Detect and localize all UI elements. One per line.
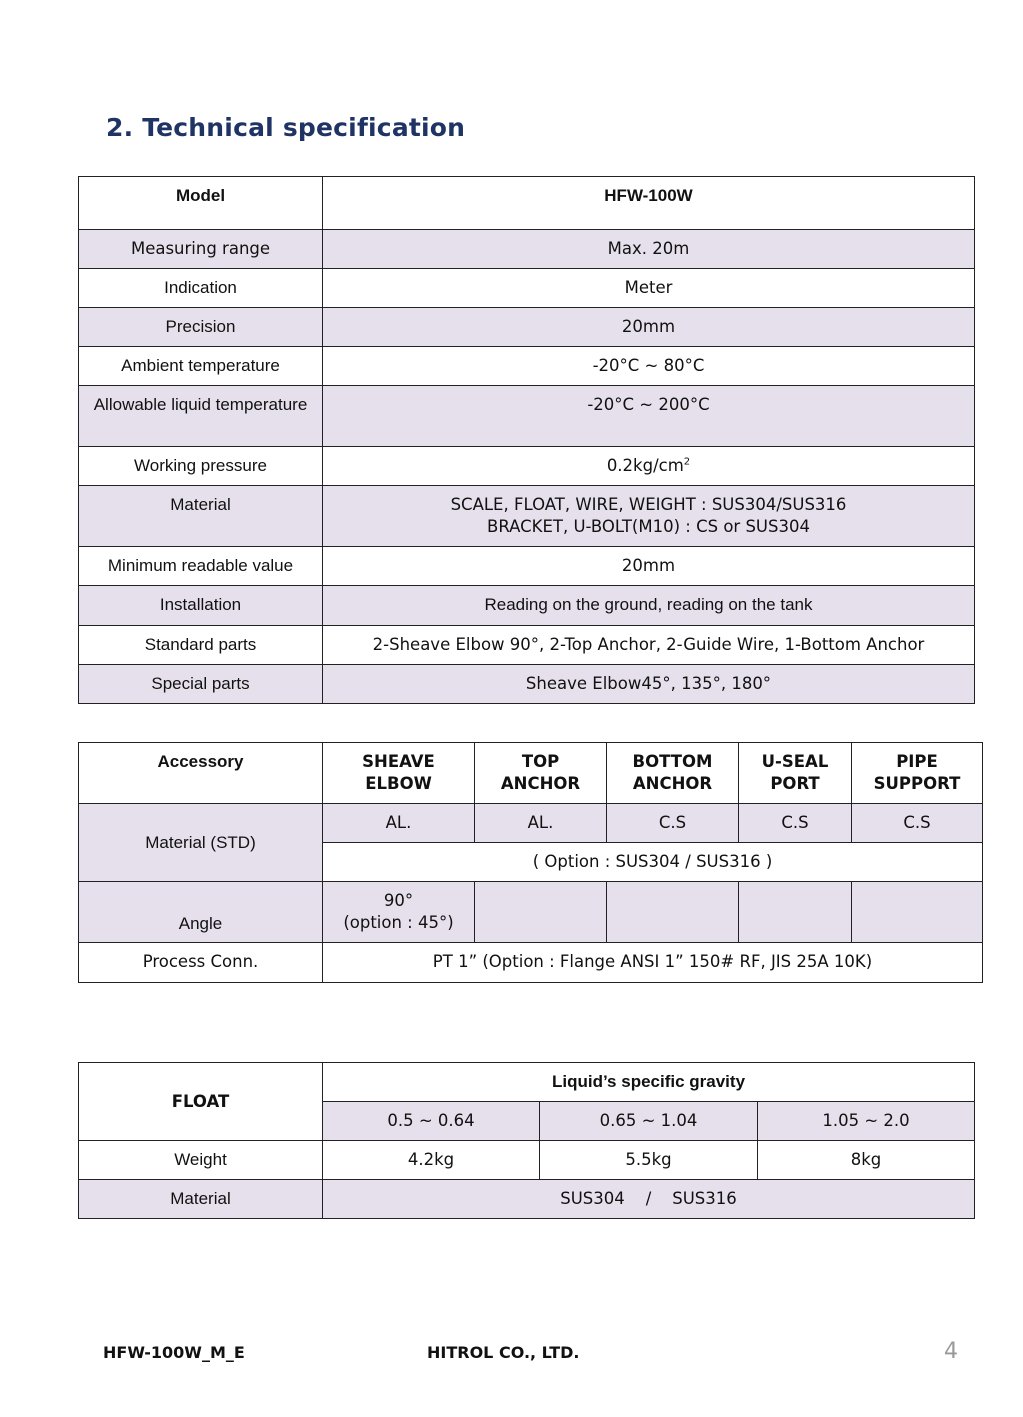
accessory-label-process-conn: Process Conn. xyxy=(79,943,323,983)
accessory-material-cell: AL. xyxy=(323,804,475,843)
spec-label-working-pressure: Working pressure xyxy=(79,447,323,486)
spec-value-installation: Reading on the ground, reading on the tank xyxy=(323,586,975,626)
float-weight-value: 4.2kg xyxy=(323,1141,540,1180)
spec-label-ambient-temperature: Ambient temperature xyxy=(79,347,323,386)
accessory-angle-sheave xyxy=(323,882,475,943)
spec-header-model: HFW-100W xyxy=(323,177,975,230)
spec-label-installation: Installation xyxy=(79,586,323,626)
spec-value-ambient-temperature: -20°C ~ 80°C xyxy=(323,347,975,386)
angle-line-1: 90° xyxy=(383,891,414,910)
spec-value-standard-parts: 2-Sheave Elbow 90°, 2-Top Anchor, 2-Guide Wire, 1-Bottom Anchor xyxy=(323,626,975,665)
accessory-label-angle: Angle xyxy=(79,882,323,943)
accessory-angle-empty xyxy=(607,882,739,943)
col-line-1: BOTTOM xyxy=(632,752,713,771)
spec-value-measuring-range: Max. 20m xyxy=(323,230,975,269)
spec-value-special-parts: Sheave Elbow45°, 135°, 180° xyxy=(323,665,975,704)
col-line-2: PORT xyxy=(770,774,820,793)
spec-header-label: Model xyxy=(79,177,323,230)
spec-label-material: Material xyxy=(79,486,323,547)
spec-label-special-parts: Special parts xyxy=(79,665,323,704)
accessory-col-u-seal-port xyxy=(739,743,852,804)
float-weight-value: 5.5kg xyxy=(540,1141,758,1180)
col-line-1: U-SEAL xyxy=(761,752,829,771)
accessory-material-cell: C.S xyxy=(739,804,852,843)
accessory-material-cell: C.S xyxy=(852,804,983,843)
angle-line-2: (option : 45°) xyxy=(343,913,454,932)
float-gravity-range: 0.65 ~ 1.04 xyxy=(540,1102,758,1141)
col-line-2: ANCHOR xyxy=(632,774,713,793)
col-line-1: TOP xyxy=(521,752,560,771)
accessory-value-process-conn: PT 1” (Option : Flange ANSI 1” 150# RF, JIS 25A 10K) xyxy=(323,943,983,983)
spec-value-indication: Meter xyxy=(323,269,975,308)
col-line-2: ELBOW xyxy=(365,774,432,793)
float-label-material: Material xyxy=(79,1180,323,1219)
accessory-angle-empty xyxy=(739,882,852,943)
accessory-col-top-anchor xyxy=(475,743,607,804)
float-gravity-header: Liquid’s specific gravity xyxy=(323,1063,975,1102)
accessory-angle-empty xyxy=(475,882,607,943)
spec-value-min-readable: 20mm xyxy=(323,547,975,586)
float-weight-value: 8kg xyxy=(758,1141,975,1180)
accessory-angle-empty xyxy=(852,882,983,943)
spec-label-measuring-range: Measuring range xyxy=(79,230,323,269)
float-gravity-range: 0.5 ~ 0.64 xyxy=(323,1102,540,1141)
float-material-value: SUS304 / SUS316 xyxy=(323,1180,975,1219)
spec-value-material xyxy=(323,486,975,547)
float-label: FLOAT xyxy=(79,1063,323,1141)
spec-label-precision: Precision xyxy=(79,308,323,347)
spec-label-indication: Indication xyxy=(79,269,323,308)
spec-value-precision: 20mm xyxy=(323,308,975,347)
col-line-2: SUPPORT xyxy=(873,774,961,793)
footer-doc-id: HFW-100W_M_E xyxy=(103,1343,245,1362)
spec-table xyxy=(78,176,975,704)
accessory-header-label: Accessory xyxy=(79,743,323,804)
col-line-2: ANCHOR xyxy=(500,774,581,793)
accessory-table xyxy=(78,742,983,983)
float-label-weight: Weight xyxy=(79,1141,323,1180)
material-line-2: BRACKET, U-BOLT(M10) : CS or SUS304 xyxy=(487,517,810,536)
page-number: 4 xyxy=(944,1339,958,1364)
accessory-col-bottom-anchor xyxy=(607,743,739,804)
spec-label-standard-parts: Standard parts xyxy=(79,626,323,665)
spec-value-working-pressure xyxy=(323,447,975,486)
float-gravity-range: 1.05 ~ 2.0 xyxy=(758,1102,975,1141)
accessory-material-option: ( Option : SUS304 / SUS316 ) xyxy=(323,843,983,882)
float-table xyxy=(78,1062,975,1219)
material-line-1: SCALE, FLOAT, WIRE, WEIGHT : SUS304/SUS316 xyxy=(450,495,847,514)
accessory-col-pipe-support xyxy=(852,743,983,804)
spec-label-liquid-temperature: Allowable liquid temperature xyxy=(79,386,323,447)
col-line-1: PIPE xyxy=(896,752,938,771)
spec-value-liquid-temperature: -20°C ~ 200°C xyxy=(323,386,975,447)
accessory-col-sheave-elbow xyxy=(323,743,475,804)
accessory-material-cell: AL. xyxy=(475,804,607,843)
working-pressure-superscript: 2 xyxy=(683,456,691,468)
spec-label-min-readable: Minimum readable value xyxy=(79,547,323,586)
col-line-1: SHEAVE xyxy=(362,752,435,771)
page-title: 2. Technical specification xyxy=(106,113,466,142)
working-pressure-value: 0.2kg/cm xyxy=(606,456,684,475)
accessory-material-cell: C.S xyxy=(607,804,739,843)
footer-company: HITROL CO., LTD. xyxy=(427,1343,580,1362)
accessory-label-material: Material (STD) xyxy=(79,804,323,882)
